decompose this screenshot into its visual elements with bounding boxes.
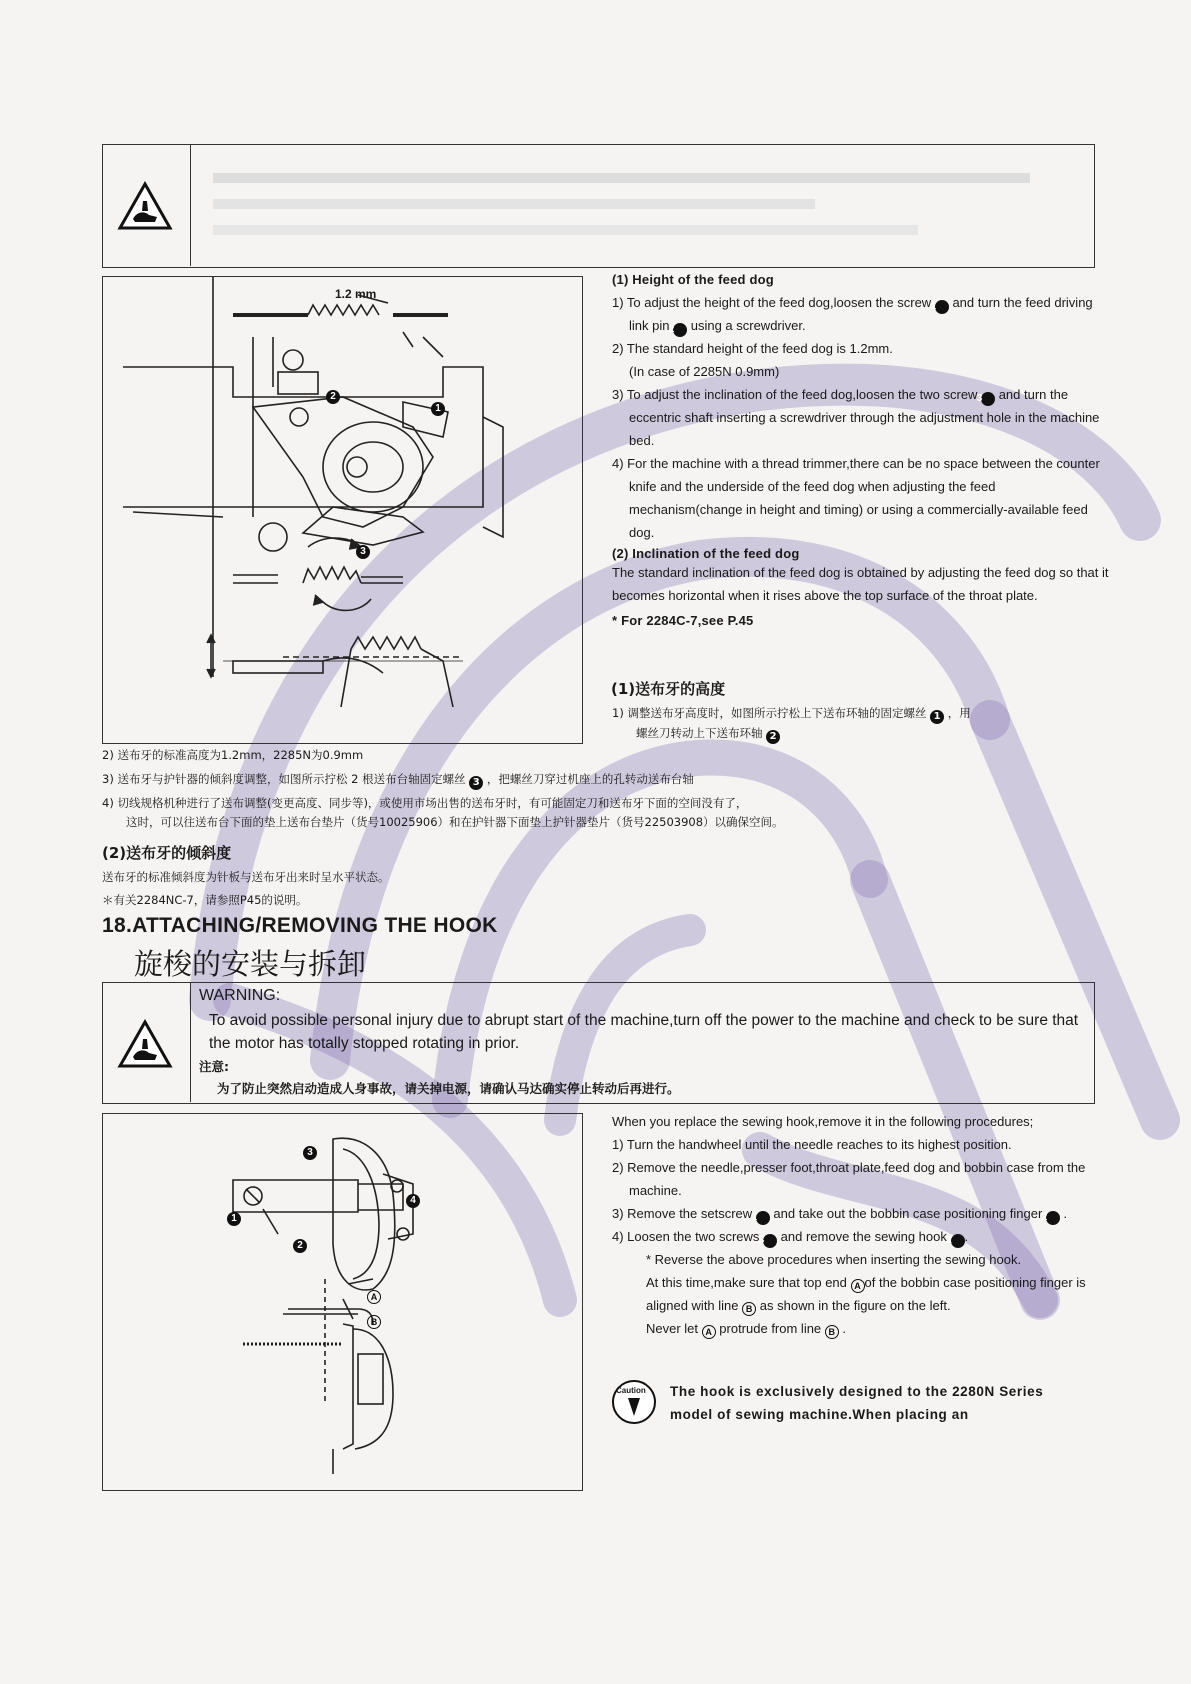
height-step-2-note: (In case of 2285N 0.9mm) — [629, 364, 780, 379]
height-step-2: 2) The standard height of the feed dog is 1.2mm. — [612, 341, 893, 356]
note-2284c7: * For 2284C-7,see P.45 — [612, 613, 754, 628]
hook-step-3: 3) Remove the setscrew 1 and take out the bobbin case positioning finger 2 . — [612, 1206, 1068, 1223]
hand-crush-warning-icon — [117, 181, 173, 231]
hook-illustration — [103, 1114, 581, 1489]
hook-step-1: 1) Turn the handwheel until the needle reaches to its highest position. — [612, 1137, 1012, 1152]
hook-procedure — [612, 1110, 1122, 1340]
hook-reverse-1: * Reverse the above procedures when inserting the sewing hook. — [646, 1252, 1022, 1267]
hook-marker-4: 4 — [406, 1194, 420, 1208]
height-label: 1.2 mm — [335, 287, 377, 301]
cn-step-3: 3) 送布牙与护针器的倾斜度调整，如图所示拧松 2 根送布台轴固定螺丝 3 ，把螺丝刀穿过机座上的孔转动送布台轴 — [102, 772, 694, 788]
marker-3: 3 — [356, 545, 370, 559]
caution-icon: Caution — [612, 1380, 656, 1424]
inclination-title: (2) Inclination of the feed dog — [612, 546, 800, 561]
feed-dog-illustration — [103, 277, 581, 742]
hook-marker-B: B — [367, 1315, 381, 1329]
section-18-title: 18.ATTACHING/REMOVING THE HOOK — [102, 914, 498, 937]
hook-marker-A: A — [367, 1290, 381, 1304]
marker-1: 1 — [431, 402, 445, 416]
warning-cn-label: 注意: — [199, 1059, 229, 1074]
height-steps — [612, 291, 1112, 544]
hand-crush-warning-icon — [117, 1019, 173, 1069]
height-step-1: 1) To adjust the height of the feed dog,loosen the screw 1 and turn the feed driving link pin 2 using a screwdriver. — [612, 295, 1093, 335]
hook-reverse-2: At this time,make sure that top end A of the bobbin case positioning finger is aligned with line B as shown in the figure on the left. — [646, 1275, 1086, 1314]
cn-step-1: 1) 调整送布牙高度时，如图所示拧松上下送布环轴的固定螺丝 1 ，用 螺丝刀转动上下送布环轴 2 — [612, 706, 971, 742]
cn-inclination-text: 送布牙的标准倾斜度为针板与送布牙出来时呈水平状态。 — [102, 870, 390, 884]
warning-cn-text: 为了防止突然启动造成人身事故，请关掉电源，请确认马达确实停止转动后再进行。 — [217, 1081, 680, 1096]
cn-inclination-title: (2)送布牙的倾斜度 — [102, 844, 232, 862]
hook-marker-3: 3 — [303, 1146, 317, 1160]
caution-text: The hook is exclusively designed to the 2280N Series model of sewing machine.When placing an — [670, 1384, 1044, 1422]
cn-step-4: 4) 切线规格机种进行了送布调整(变更高度、同步等)，或使用市场出售的送布牙时，有可能固定刀和送布牙下面的空间没有了， 这时，可以往送布台下面的垫上送布台垫片（货号10025906）和在护针器下面垫上护针器垫片（货号22503908）以确保空间。 — [102, 796, 784, 829]
height-step-4: 4) For the machine with a thread trimmer,there can be no space between the counter knife and the underside of the feed dog when adjusting the feed mechanism(change in height and timing) or using a commercially-available feed dog. — [612, 456, 1100, 540]
top-warning-box — [102, 144, 1095, 268]
warning-box — [102, 982, 1095, 1104]
faded-text-lines — [213, 167, 1073, 235]
section-18-title-cn: 旋梭的安装与拆卸 — [134, 947, 367, 981]
warning-icon-cell — [103, 983, 191, 1102]
hook-marker-1: 1 — [227, 1212, 241, 1226]
height-title: (1) Height of the feed dog — [612, 272, 774, 287]
warning-label: WARNING: — [199, 987, 281, 1004]
hook-diagram — [102, 1113, 583, 1491]
hook-marker-2: 2 — [293, 1239, 307, 1253]
cn-step-2: 2) 送布牙的标准高度为1.2mm，2285N为0.9mm — [102, 748, 364, 762]
feed-dog-diagram — [102, 276, 583, 744]
cn-height-title: (1)送布牙的高度 — [611, 680, 726, 698]
marker-2: 2 — [326, 390, 340, 404]
cn-note: ＊有关2284NC-7，请参照P45的说明。 — [102, 893, 308, 907]
warning-text: To avoid possible personal injury due to abrupt start of the machine,turn off the power to the machine and check to be sure that the motor has totally stopped rotating in prior. — [209, 1012, 1079, 1052]
top-warning-icon-cell — [103, 145, 191, 266]
height-step-3: 3) To adjust the inclination of the feed dog,loosen the two screw 3 and turn the eccentric shaft inserting a screwdriver through the adjustment hole in the machine bed. — [612, 387, 1100, 448]
height-section — [612, 272, 1112, 628]
hook-intro: When you replace the sewing hook,remove it in the following procedures; — [612, 1114, 1034, 1129]
hook-step-2: 2) Remove the needle,presser foot,throat plate,feed dog and bobbin case from the machine. — [612, 1160, 1086, 1198]
hook-reverse-3: Never let A protrude from line B . — [646, 1321, 847, 1337]
hook-step-4: 4) Loosen the two screws 3 and remove the sewing hook 2 . — [612, 1229, 969, 1246]
inclination-text: The standard inclination of the feed dog is obtained by adjusting the feed dog so that it becomes horizontal when it rises above the top surface of the throat plate. — [612, 565, 1109, 603]
